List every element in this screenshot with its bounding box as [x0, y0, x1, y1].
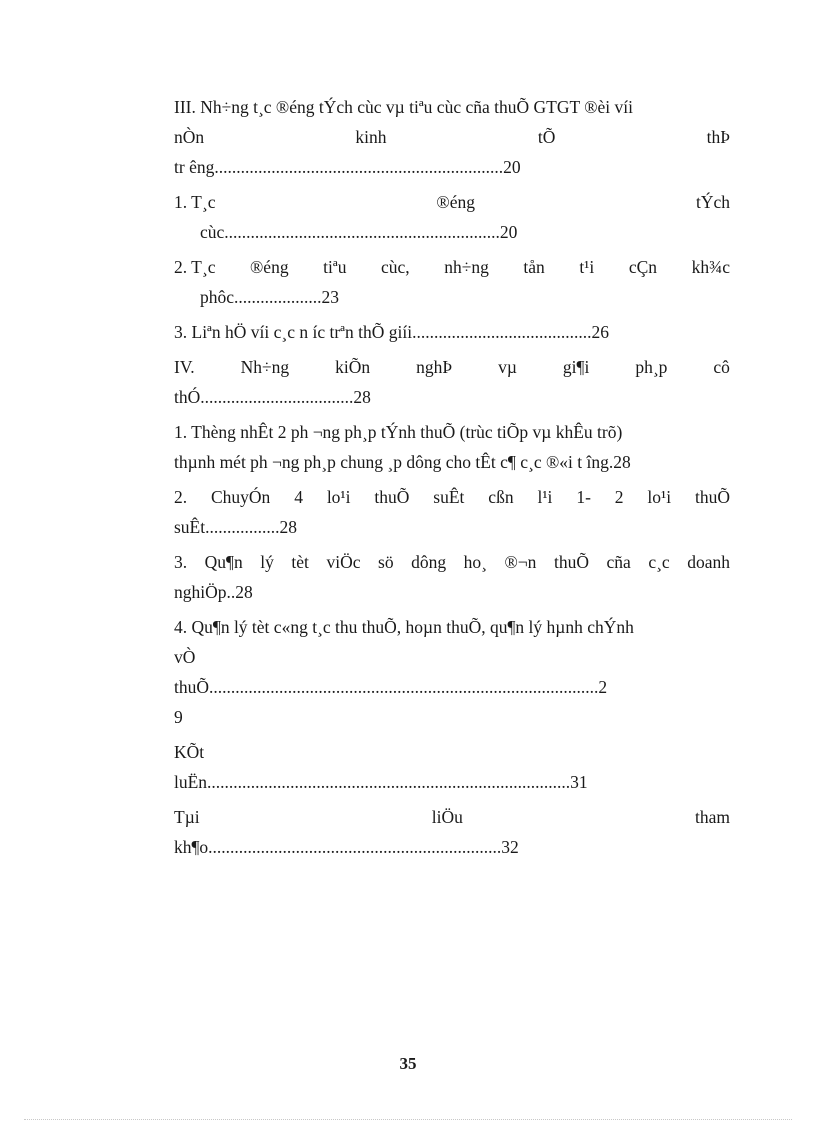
toc-leader: luËn...................................................................................31	[174, 772, 588, 792]
toc-word: cßn	[488, 487, 514, 507]
toc-leader-line	[174, 767, 730, 797]
table-of-contents	[174, 92, 730, 867]
toc-word: 2. T¸c	[174, 257, 216, 277]
toc-word: tham	[694, 807, 730, 827]
toc-word: lo¹i	[647, 487, 672, 507]
toc-leader: phôc....................23	[200, 287, 340, 307]
toc-word: doanh	[687, 552, 730, 572]
toc-line-justified	[174, 802, 730, 832]
toc-leader-line	[174, 832, 730, 862]
toc-entry-iii-1	[174, 187, 730, 247]
toc-line	[174, 642, 730, 672]
toc-entry-iv-1	[174, 417, 730, 477]
toc-leader-line	[174, 512, 730, 542]
toc-word: cùc,	[381, 257, 410, 277]
toc-leader-line	[174, 217, 730, 247]
toc-line	[174, 702, 730, 732]
toc-leader: kh¶o...................................................................32	[174, 837, 519, 857]
toc-line-justified	[174, 187, 730, 217]
toc-word: 2.	[174, 487, 188, 507]
toc-word: tèt	[291, 552, 309, 572]
toc-leader: 3. Liªn hÖ víi c¸c n íc trªn thÕ giíi.........................................26	[174, 322, 609, 342]
toc-entry-iv-2	[174, 482, 730, 542]
toc-entry-references	[174, 802, 730, 862]
page-bottom-divider	[24, 1119, 792, 1120]
toc-word: viÖc	[326, 552, 361, 572]
toc-word: ®éng	[250, 257, 289, 277]
toc-text: 4. Qu¶n lý tèt c«ng t¸c thu thuÕ, hoµn thuÕ, qu¶n lý hµnh chÝnh	[174, 617, 634, 637]
toc-leader-line	[174, 152, 730, 182]
toc-entry-iii-3	[174, 317, 730, 347]
toc-word: 4	[294, 487, 303, 507]
toc-word: lý	[260, 552, 274, 572]
toc-entry-section-iii	[174, 92, 730, 182]
toc-word: thÞ	[706, 127, 730, 147]
toc-word: thuÕ	[374, 487, 410, 507]
toc-leader-line	[174, 317, 730, 347]
toc-word: ®¬n	[504, 552, 537, 572]
toc-leader-line	[174, 672, 730, 702]
toc-word: gi¶i	[562, 357, 590, 377]
toc-word: kh¾c	[691, 257, 730, 277]
toc-line-justified	[174, 352, 730, 382]
toc-word: tiªu	[323, 257, 347, 277]
toc-word: 2	[614, 487, 624, 507]
toc-leader-line	[174, 447, 730, 477]
toc-text: KÕt	[174, 742, 205, 762]
toc-line	[174, 92, 730, 122]
toc-word: sö	[378, 552, 394, 572]
toc-entry-iv-3	[174, 547, 730, 607]
toc-word: Nh÷ng	[240, 357, 290, 377]
toc-word: lo¹i	[326, 487, 351, 507]
toc-word: nh÷ng	[444, 257, 489, 277]
toc-word: cô	[713, 357, 730, 377]
toc-word: Qu¶n	[204, 552, 243, 572]
toc-text: III. Nh÷ng t¸c ®éng tÝch cùc vµ tiªu cùc cña thuÕ GTGT ®èi víi	[174, 97, 633, 117]
toc-word: nghÞ	[416, 357, 453, 377]
toc-leader-line	[174, 577, 730, 607]
toc-leader: suÊt.................28	[174, 517, 297, 537]
toc-word: ChuyÓn	[211, 487, 271, 507]
toc-leader: thµnh mét ph ¬ng ph¸p chung ¸p dông cho tÊt c¶ c¸c ®«i t îng.28	[174, 452, 631, 472]
toc-entry-iii-2	[174, 252, 730, 312]
toc-word: Tµi	[174, 807, 200, 827]
toc-word: liÖu	[431, 807, 463, 827]
toc-word: thuÕ	[695, 487, 730, 507]
toc-entry-conclusion	[174, 737, 730, 797]
toc-word: 1. T¸c	[174, 192, 216, 212]
toc-entry-section-iv	[174, 352, 730, 412]
toc-leader: cùc...............................................................20	[200, 222, 518, 242]
toc-word: tÝch	[695, 192, 730, 212]
toc-word: dông	[411, 552, 447, 572]
toc-word: cña	[606, 552, 631, 572]
toc-word: l¹i	[537, 487, 553, 507]
toc-text: vÒ	[174, 647, 196, 667]
toc-line	[174, 737, 730, 767]
toc-leader: thuÕ.........................................................................................2	[174, 677, 608, 697]
toc-line-justified	[174, 482, 730, 512]
toc-leader: nghiÖp..28	[174, 582, 253, 602]
toc-line-justified	[174, 122, 730, 152]
toc-word: kiÕn	[335, 357, 371, 377]
toc-word: cÇn	[628, 257, 658, 277]
toc-word: 1-	[576, 487, 591, 507]
toc-line	[174, 612, 730, 642]
toc-line-justified	[174, 252, 730, 282]
toc-leader-line	[174, 282, 730, 312]
toc-word: suÊt	[433, 487, 465, 507]
toc-word: thuÕ	[553, 552, 589, 572]
toc-word: c¸c	[648, 552, 670, 572]
toc-word: ph¸p	[635, 357, 668, 377]
toc-word: vµ	[498, 357, 517, 377]
toc-word: IV.	[174, 357, 195, 377]
toc-text: 1. Thèng nhÊt 2 ph ¬ng ph¸p tÝnh thuÕ (trùc tiÕp vµ khÊu trõ)	[174, 422, 623, 442]
page-number: 35	[399, 1054, 417, 1073]
toc-word: kinh	[355, 127, 387, 147]
toc-word: t¹i	[579, 257, 595, 277]
toc-line-justified	[174, 547, 730, 577]
toc-word: ®éng	[436, 192, 475, 212]
toc-line	[174, 417, 730, 447]
toc-leader: tr êng..................................................................20	[174, 157, 521, 177]
toc-leader: thÓ...................................28	[174, 387, 371, 407]
toc-word: tÕ	[537, 127, 556, 147]
toc-word: tån	[523, 257, 545, 277]
toc-entry-iv-4	[174, 612, 730, 732]
toc-page-ref: 9	[174, 707, 183, 727]
toc-word: nÒn	[174, 127, 205, 147]
toc-word: 3.	[174, 552, 188, 572]
toc-word: ho¸	[463, 552, 487, 572]
toc-leader-line	[174, 382, 730, 412]
